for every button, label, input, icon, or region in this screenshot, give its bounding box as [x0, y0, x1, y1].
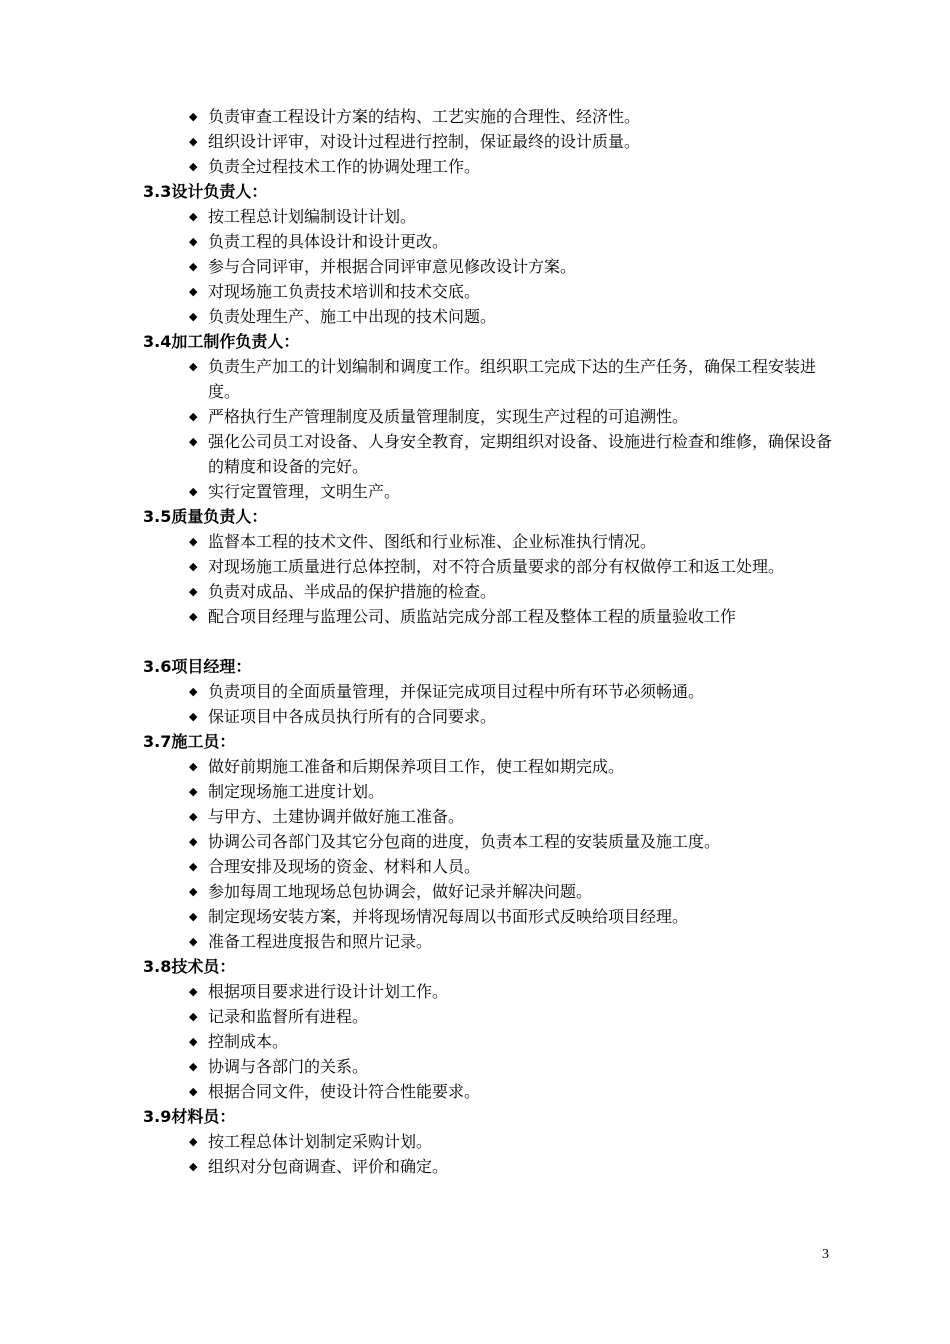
diamond-bullet-icon: ◆ — [189, 1060, 198, 1073]
list-item: ◆ 强化公司员工对设备、人身安全教育，定期组织对设备、设施进行检查和维修，确保设备的精度和设备的完好。 — [143, 429, 843, 479]
diamond-bullet-icon: ◆ — [189, 885, 198, 898]
diamond-bullet-icon: ◆ — [189, 210, 198, 223]
list-item: ◆ 控制成本。 — [143, 1029, 843, 1054]
diamond-bullet-icon: ◆ — [189, 1135, 198, 1148]
list-item: ◆ 组织对分包商调查、评价和确定。 — [143, 1154, 843, 1179]
section-heading-materials-clerk: 3.9材料员： — [143, 1107, 236, 1126]
diamond-bullet-icon: ◆ — [189, 785, 198, 798]
diamond-bullet-icon: ◆ — [189, 435, 198, 448]
list-item: ◆ 监督本工程的技术文件、图纸和行业标准、企业标准执行情况。 — [143, 529, 843, 554]
section-heading-construction-staff: 3.7施工员： — [143, 732, 236, 751]
section-heading-fabrication-lead: 3.4加工制作负责人： — [143, 332, 300, 351]
list-item: ◆ 对现场施工质量进行总体控制，对不符合质量要求的部分有权做停工和返工处理。 — [143, 554, 843, 579]
diamond-bullet-icon: ◆ — [189, 160, 198, 173]
list-item: ◆ 负责工程的具体设计和设计更改。 — [143, 229, 843, 254]
list-item: ◆ 协调公司各部门及其它分包商的进度，负责本工程的安装质量及施工度。 — [143, 829, 843, 854]
list-item: ◆ 实行定置管理，文明生产。 — [143, 479, 843, 504]
list-item: ◆ 根据项目要求进行设计计划工作。 — [143, 979, 843, 1004]
diamond-bullet-icon: ◆ — [189, 835, 198, 848]
diamond-bullet-icon: ◆ — [189, 935, 198, 948]
diamond-bullet-icon: ◆ — [189, 135, 198, 148]
diamond-bullet-icon: ◆ — [189, 1035, 198, 1048]
list-item: ◆ 制定现场安装方案，并将现场情况每周以书面形式反映给项目经理。 — [143, 904, 843, 929]
list-item: ◆ 做好前期施工准备和后期保养项目工作，使工程如期完成。 — [143, 754, 843, 779]
list-item: ◆ 负责生产加工的计划编制和调度工作。组织职工完成下达的生产任务，确保工程安装进度。 — [143, 354, 843, 404]
blank-line — [143, 629, 843, 654]
diamond-bullet-icon: ◆ — [189, 685, 198, 698]
diamond-bullet-icon: ◆ — [189, 585, 198, 598]
diamond-bullet-icon: ◆ — [189, 760, 198, 773]
diamond-bullet-icon: ◆ — [189, 260, 198, 273]
list-item: ◆ 对现场施工负责技术培训和技术交底。 — [143, 279, 843, 304]
section-heading-project-manager: 3.6项目经理： — [143, 657, 252, 676]
list-item: ◆ 负责审查工程设计方案的结构、工艺实施的合理性、经济性。 — [143, 104, 843, 129]
diamond-bullet-icon: ◆ — [189, 485, 198, 498]
list-item: ◆ 参与合同评审，并根据合同评审意见修改设计方案。 — [143, 254, 843, 279]
diamond-bullet-icon: ◆ — [189, 235, 198, 248]
document-body — [143, 104, 843, 1179]
diamond-bullet-icon: ◆ — [189, 285, 198, 298]
list-item: ◆ 严格执行生产管理制度及质量管理制度，实现生产过程的可追溯性。 — [143, 404, 843, 429]
list-item: ◆ 按工程总体计划制定采购计划。 — [143, 1129, 843, 1154]
diamond-bullet-icon: ◆ — [189, 310, 198, 323]
list-item: ◆ 配合项目经理与监理公司、质监站完成分部工程及整体工程的质量验收工作 — [143, 604, 843, 629]
list-item: ◆ 负责项目的全面质量管理，并保证完成项目过程中所有环节必须畅通。 — [143, 679, 843, 704]
section-heading-technician: 3.8技术员： — [143, 957, 236, 976]
diamond-bullet-icon: ◆ — [189, 360, 198, 373]
diamond-bullet-icon: ◆ — [189, 810, 198, 823]
list-item: ◆ 记录和监督所有进程。 — [143, 1004, 843, 1029]
list-item: ◆ 合理安排及现场的资金、材料和人员。 — [143, 854, 843, 879]
diamond-bullet-icon: ◆ — [189, 860, 198, 873]
list-item: ◆ 与甲方、土建协调并做好施工准备。 — [143, 804, 843, 829]
list-item: ◆ 保证项目中各成员执行所有的合同要求。 — [143, 704, 843, 729]
diamond-bullet-icon: ◆ — [189, 560, 198, 573]
diamond-bullet-icon: ◆ — [189, 1160, 198, 1173]
diamond-bullet-icon: ◆ — [189, 1085, 198, 1098]
list-item: ◆ 负责处理生产、施工中出现的技术问题。 — [143, 304, 843, 329]
diamond-bullet-icon: ◆ — [189, 610, 198, 623]
list-item: ◆ 负责对成品、半成品的保护措施的检查。 — [143, 579, 843, 604]
page-number: 3 — [822, 1247, 829, 1262]
list-item: ◆ 根据合同文件，使设计符合性能要求。 — [143, 1079, 843, 1104]
diamond-bullet-icon: ◆ — [189, 410, 198, 423]
section-heading-quality-lead: 3.5质量负责人： — [143, 507, 268, 526]
list-item: ◆ 准备工程进度报告和照片记录。 — [143, 929, 843, 954]
diamond-bullet-icon: ◆ — [189, 985, 198, 998]
diamond-bullet-icon: ◆ — [189, 535, 198, 548]
diamond-bullet-icon: ◆ — [189, 110, 198, 123]
diamond-bullet-icon: ◆ — [189, 710, 198, 723]
list-item: ◆ 制定现场施工进度计划。 — [143, 779, 843, 804]
list-item: ◆ 负责全过程技术工作的协调处理工作。 — [143, 154, 843, 179]
diamond-bullet-icon: ◆ — [189, 910, 198, 923]
list-item: ◆ 参加每周工地现场总包协调会，做好记录并解决问题。 — [143, 879, 843, 904]
diamond-bullet-icon: ◆ — [189, 1010, 198, 1023]
list-item: ◆ 组织设计评审，对设计过程进行控制，保证最终的设计质量。 — [143, 129, 843, 154]
list-item: ◆ 协调与各部门的关系。 — [143, 1054, 843, 1079]
section-heading-design-lead: 3.3设计负责人： — [143, 182, 268, 201]
list-item: ◆ 按工程总计划编制设计计划。 — [143, 204, 843, 229]
